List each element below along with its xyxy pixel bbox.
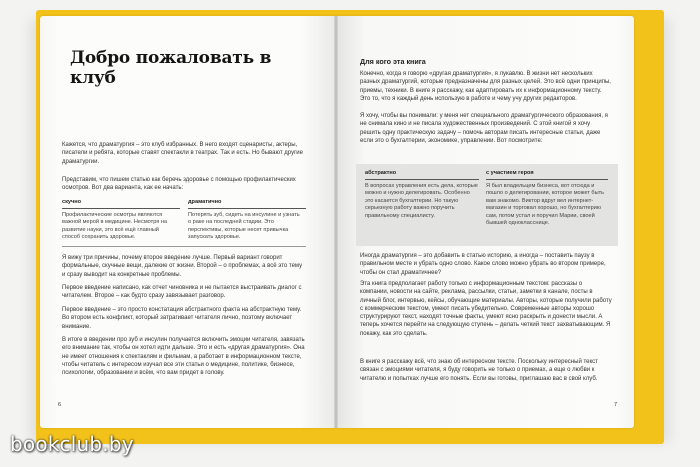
left-paragraph-5: Первое введение – это просто констатация абстрактного факта на абстрактную тему. Во втором есть конфликт, который затрагивает читателя лично, поэтому включает внимание. (62, 307, 302, 330)
table-header-boring: скучно (62, 199, 82, 205)
table-bottom-rule (62, 246, 306, 247)
right-paragraph-5: В книге я расскажу всё, что знаю об интересном тексте. Поскольку интересный текст связан с эмоциями читателя, я буду говорить не только о приемах, а еще о любви к читателю и попытках лучше его понять. Если вы готовы, приглашаю вас в свой клуб. (360, 359, 598, 382)
table-divider (188, 208, 306, 209)
table-divider (365, 179, 479, 180)
table-header-hero: с участием героя (486, 170, 534, 176)
table-divider (62, 208, 180, 209)
right-paragraph-4: Эта книга предполагает работу только с информационным текстом: рассказы о компании, новости на сайте, реклама, рассылки, статьи, заметки в канале, посты в личный блог, интервью, кейсы, обучающие материалы. Авторы, которые получили работу с коммерческим текстом, умеют писать убедительно. Современные авторы хорошо структурируют текст, находят точные факты, умеют ясно раскрыть и донести мысли. А теперь хочется перейти на следующую ступень – делать четкий текст захватывающим. Я покажу, как это сделать. (360, 281, 612, 337)
table-cell-hero: Я был владельцем бизнеса, вот отсюда и пошло о делегировании, которое может быть вам знакомо. Виктор вдруг вел интернет-магазин и торговал хорошо, но бухгалтерию сам, потом устал и поручил Марии, своей бывшей однокласснице. (486, 183, 605, 227)
table-cell-abstract: В вопросах управления есть дела, которые можно и нужно делегировать. Особенно это касается бухгалтерии. Но такую серьезную работу важно поручить правильному специалисту. (365, 183, 478, 219)
table-divider (486, 179, 608, 180)
page-number-right: 7 (614, 402, 618, 408)
book-spine (334, 16, 338, 428)
table-header-dramatic: драматично (188, 199, 222, 205)
left-paragraph-1: Кажется, что драматургия – это клуб избранных. В него входят сценаристы, актеры, писатели и ребята, которые ставят спектакли в театрах. Так и есть. Но бывают другие драматургии. (62, 142, 303, 165)
page-number-left: 6 (58, 402, 62, 408)
site-watermark: bookclub.by (10, 432, 134, 456)
left-paragraph-2: Представим, что пишем статью как беречь здоровье с помощью профилактических осмотров. Вот два варианта, как ее начать: (62, 177, 296, 192)
left-paragraph-6: В итоге в введении про зуб и инсулин получается включить эмоции читателя, завязать его внимание так, чтобы он хотел идти дальше. Это и есть «другая драматургия». Она не имеет отношения к спектаклям и фильмам, а работает в информационном тексте, чтобы читатель с интересом изучал все эти статьи о медицине, политике, бизнесе, психологии, образовании и всём, что вам придет в голову. (62, 337, 305, 377)
right-paragraph-2: Я хочу, чтобы вы понимали: у меня нет специального драматургического образования, я не снимала кино и не писала художественных произведений. С этой книгой я хочу решить одну практическую задачу – помочь авторам писать интересные статьи, даже если это о бухгалтерии, экономике, управлении. Вот посмотрите: (360, 113, 608, 144)
right-paragraph-3: Иногда драматургия – это добавить в статью историю, а иногда – поставить паузу в правильном месте и убрать одно слово. Какое слово можно убрать во втором примере, чтобы он стал драматичнее? (360, 253, 606, 276)
table-cell-boring: Профилактические осмотры являются важной мерой в медицине. Несмотря на развитие науки, это всё ещё главный способ сохранить здоровье. (62, 212, 168, 241)
table-header-abstract: абстрактно (365, 170, 397, 176)
section-heading: Для кого эта книга (360, 57, 426, 66)
table-cell-dramatic: Потерять зуб, сидеть на инсулине и узнать о раке на последней стадии. Это перспективы, которые несет привычка запускать здоровье. (188, 212, 300, 241)
left-paragraph-4: Первое введение написано, как отчет чиновника и не пытается выстраивать диалог с читателем. Второе – как будто сразу завязывает разговор. (62, 285, 302, 300)
right-paragraph-1: Конечно, когда я говорю «другая драматургия», я лукавлю. В жизни нет нескольких разных драматургий, которые предназначены для разных целей. Это всё одни принципы, приемы, техники. В книге я расскажу, как адаптировать их к информационному тексту. Это то, что я каждый день использую в работе и чему учу других редакторов. (360, 71, 611, 102)
page-title: Добро пожаловать в клуб (70, 48, 272, 88)
left-paragraph-3: Я вижу три причины, почему второе введение лучше. Первый вариант говорит формальные, скучные вещи, далекие от жизни. Второй – о проблемах, а всё это тему и сразу выводит на конкретные проблемы. (62, 255, 303, 278)
